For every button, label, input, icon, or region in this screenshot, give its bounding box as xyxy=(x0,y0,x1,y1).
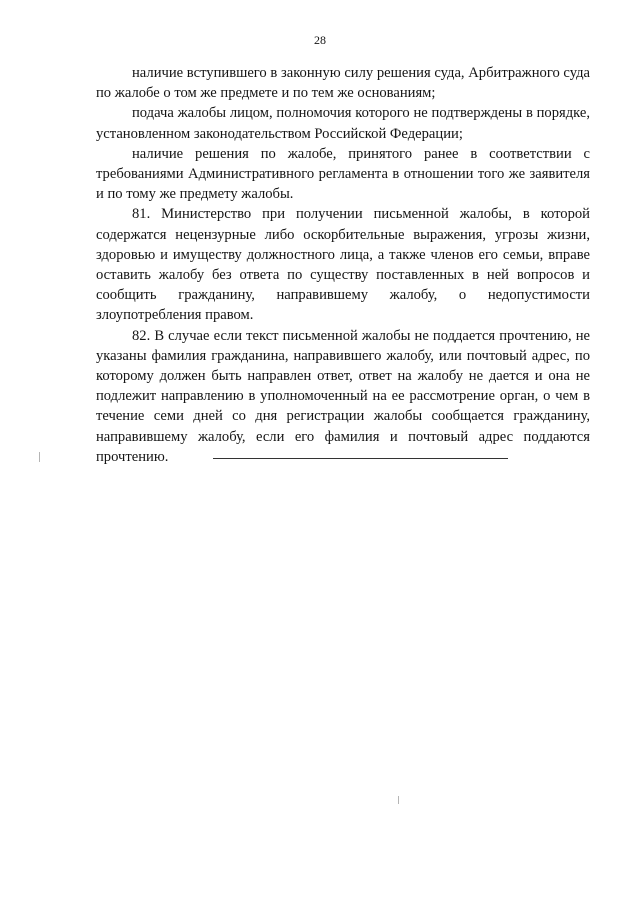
closing-separator-line xyxy=(213,458,508,459)
page-number: 28 xyxy=(314,33,326,47)
paragraph-81: 81. Министерство при получении письменной жалобы, в которой содержатся нецензурные либо оскорбительные выражения, угрозы жизни, здоровью и имуществу должностного лица, а также членов его семьи, вправе оставить жалобу без ответа по существу поставленных в ней вопросов и сообщить гражданину, направившему жалобу, о недопустимости злоупотребления правом. xyxy=(96,206,590,324)
paragraph-court-decision: наличие вступившего в законную силу решения суда, Арбитражного суда по жалобе о том же предмете и по тем же основаниям; xyxy=(96,65,590,102)
scan-artifact xyxy=(398,796,399,804)
paragraph-82: 82. В случае если текст письменной жалобы не поддается прочтению, не указаны фамилия гражданина, направившего жалобу, или почтовый адрес, по которому должен быть направлен ответ, ответ на жалобу не дается и она не подлежит направлению в уполномоченный на ее рассмотрение орган, о чем в течение семи дней со дня регистрации жалобы сообщается гражданину, направившему жалобу, если его фамилия и почтовый адрес поддаются прочтению. xyxy=(96,327,590,465)
scan-artifact xyxy=(39,452,40,462)
document-body xyxy=(96,63,590,467)
paragraph-unconfirmed-authority: подача жалобы лицом, полномочия которого не подтверждены в порядке, установленном законодательством Российской Федерации; xyxy=(96,105,590,142)
paragraph-prior-decision: наличие решения по жалобе, принятого ранее в соответствии с требованиями Административного регламента в отношении того же заявителя и по тому же предмету жалобы. xyxy=(96,145,590,203)
